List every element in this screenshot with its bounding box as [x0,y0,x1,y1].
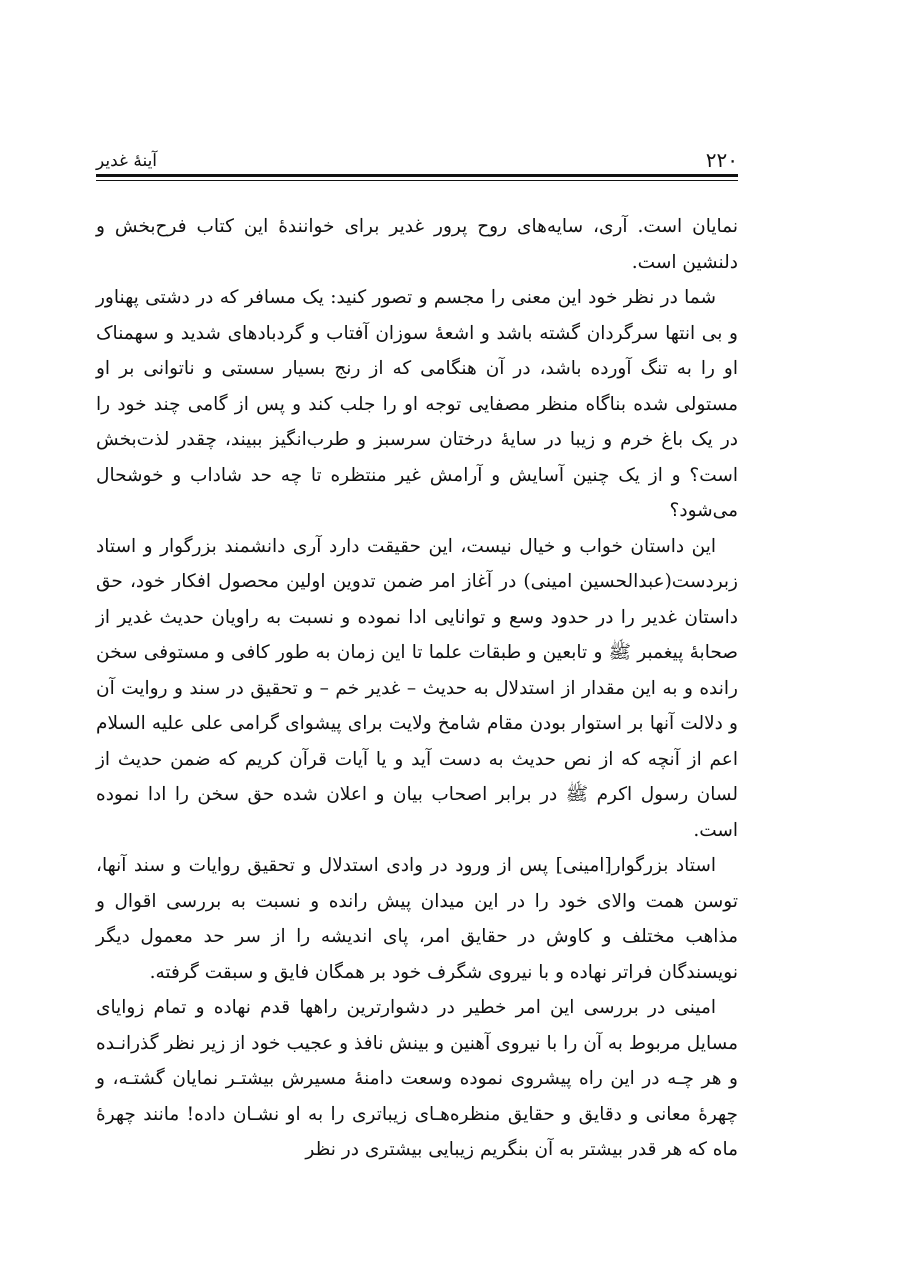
header-rule-thin [96,180,738,181]
paragraph-2: شما در نظر خود این معنی را مجسم و تصور کنید: یک مسافر که در دشتی پهناور و بی انتها سرگردان گشته باشد و اشعهٔ سوزان آفتاب و گردبادهای شدید و سهمناک او را به تنگ آورده باشد، در آن هنگامی که از رنج بسیار سستی و ناتوانی بر او مستولی شده بناگاه منظر مصفایی توجه او را جلب کند و پس از گامی چند خود را در یک باغ خرم و زیبا در سایهٔ درختان سرسبز و طرب‌انگیز ببیند، چقدر لذت‌بخش است؟ و از یک چنین آسایش و آرامش غیر منتظره تا چه حد شاداب و خوشحال می‌شود؟ [96,287,738,521]
page-number: ۲۲۰ [705,148,738,172]
header-rule-thick [96,174,738,177]
paragraph-3: این داستان خواب و خیال نیست، این حقیقت دارد آری دانشمند بزرگوار و استاد زبردست(عبدالحسین امینی) در آغاز امر ضمن تدوین اولین محصول افکار خود، حق داستان غدیر را در حدود وسع و توانایی ادا نموده و نسبت به راویان حدیث غدیر از صحابهٔ پیغمبر ﷺ و تابعین و طبقات علما تا این زمان به طور کافی و مستوفی سخن رانده و به این مقدار از استدلال به حدیث – غدیر خم – و تحقیق در سند و روایت آن و دلالت آنها بر استوار بودن مقام شامخ ولایت برای پیشوای گرامی علی علیه السلام اعم از آنچه که از نص حدیث به دست آید و یا آیات قرآن کریم که ضمن حدیث از لسان رسول اکرم ﷺ در برابر اصحاب بیان و اعلان شده حق سخن را ادا نموده است. [96,535,738,841]
running-title: آینهٔ غدیر [96,151,158,171]
paragraph-4: استاد بزرگوار[امینی] پس از ورود در وادی استدلال و تحقیق روایات و سند آنها، توسن همت والای خود را در این میدان پیش رانده و نسبت به بررسی اقوال و مذاهب مختلف و کاوش در حقایق امر، پای اندیشه را از سر حد معمول دیگر نویسندگان فراتر نهاده و با نیروی شگرف خود بر همگان فایق و سبقت گرفته. [96,855,738,983]
paragraph-5: امینی در بررسی این امر خطیر در دشوارترین راهها قدم نهاده و تمام زوایای مسایل مربوط به آن را با نیروی آهنین و بینش نافذ و عجیب خود از زیر نظر گذرانـده و هر چـه در این راه پیشروی نموده وسعت دامنهٔ مسیرش بیشتـر نمایان گشتـه، و چهرهٔ معانی و دقایق و حقایق منظره‌هـای زیباتری را به او نشـان داده! مانند چهرهٔ ماه که هر قدر بیشتر به آن بنگریم زیبایی بیشتری در نظر [96,997,738,1160]
paragraph-1: نمایان است. آری، سایه‌های روح پرور غدیر برای خوانندهٔ این کتاب فرح‌بخش و دلنشین است. [96,216,738,273]
page-header [96,148,738,172]
body-text [96,209,738,1168]
